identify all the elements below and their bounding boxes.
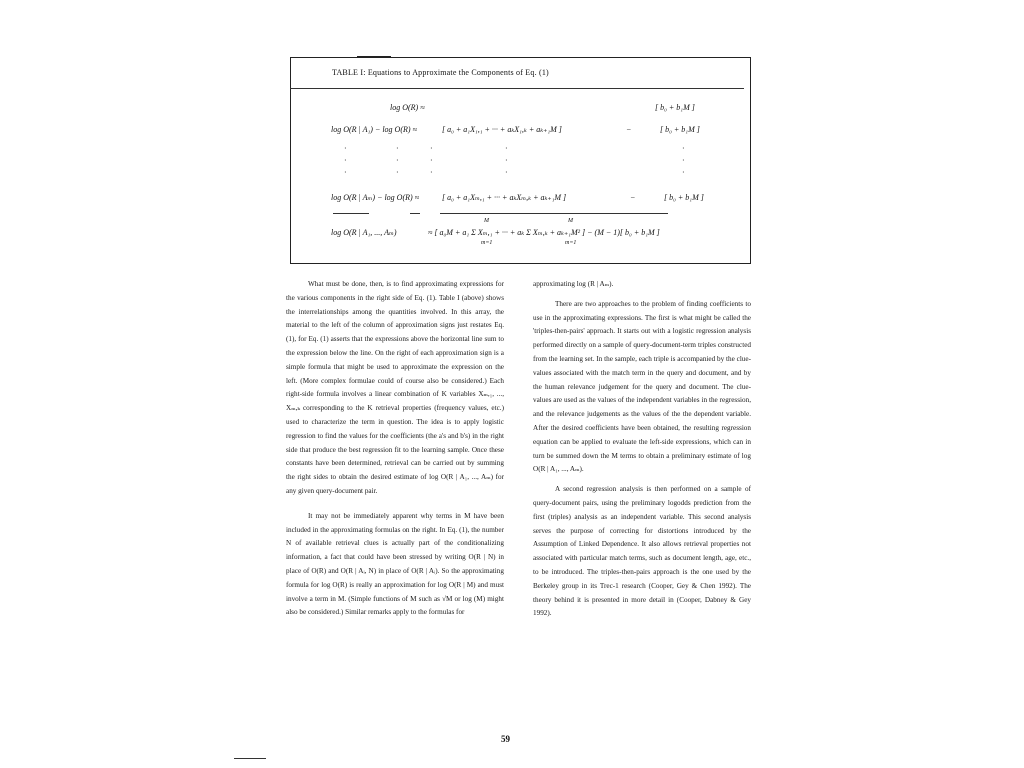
table-row-1-rhs: [ b₀ + b₁M ]: [660, 125, 700, 134]
sum-line-right: [440, 213, 668, 214]
table-row-2-rhs: [ b₀ + b₁M ]: [664, 193, 704, 202]
footer-mark: [234, 758, 266, 759]
sum-bottom-label: m=1: [481, 240, 493, 246]
table-row-2-op: −: [630, 193, 636, 202]
sum-bottom-label-2: m=1: [565, 240, 577, 246]
table-row-3-mid: ≈ [ a₀M + a₁ Σ Xₘ,₁ + ··· + aₖ Σ Xₘ,ₖ + aₖ₊₁M² ] − (M − 1)[ b₀ + b₁M ]: [428, 228, 660, 237]
table-row-1-mid: [ a₀ + a₁X₁,₁ + ··· + aₖX₁,ₖ + aₖ₊₁M ]: [442, 125, 562, 134]
sum-top-label: M: [484, 218, 489, 224]
ellipsis-dots-5: · · ·: [682, 144, 685, 177]
right-paragraph-2: A second regression analysis is then performed on a sample of query-document pairs, using the preliminary logodds prediction from the first (triples) analysis as an independent variable. This second analysis serves the purpose of correcting for distortions introduced by the Assumption of Linked Dependence. It also allows retrieval properties not associated with particular match terms, such as document length, age, etc., to be introduced. The triples-then-pairs approach is the one used by the Berkeley group in its Trec-1 research (Cooper, Gey & Chen 1992). The theory behind it is presented in more detail in (Cooper, Dabney & Gey 1992).: [533, 485, 751, 618]
table-row-2-mid: [ a₀ + a₁Xₘ,₁ + ··· + aₖXₘ,ₖ + aₖ₊₁M ]: [442, 193, 567, 202]
sum-line-left: [333, 213, 369, 214]
table-caption: TABLE I: Equations to Approximate the Components of Eq. (1): [332, 68, 549, 77]
ellipsis-dots-2: · · ·: [396, 144, 399, 177]
sum-line-mid: [410, 213, 420, 214]
table-row-0-rhs: [ b₀ + b₁M ]: [655, 103, 695, 112]
table-header-rule: [290, 88, 744, 89]
right-paragraph-1: There are two approaches to the problem of finding coefficients to use in the approximating expressions. The first is what might be called the 'triples-then-pairs' approach. It starts out with a logistic regression analysis performed directly on a sample of query-document-term triples constructed from the learning set. In the sample, each triple is accompanied by the clue-values associated with the match term in the query and document, and by the human relevance judgement for the query and document. The clue-values are used as the values of the independent variables in the regression, and the relevance judgements as the values of the the dependent variable. After the desired coefficients have been obtained, the resulting regression equation can be applied to evaluate the left-side expressions, which can in turn be summed down the M terms to obtain a preliminary estimate of log O(R | A₁, ..., Aₘ).: [533, 299, 751, 474]
table-row-0-lhs: log O(R) ≈: [390, 103, 425, 112]
table-row-2-lhs: log O(R | Aₘ) − log O(R) ≈: [331, 193, 420, 202]
ellipsis-dots-1: · · ·: [344, 144, 347, 177]
right-column: [533, 278, 751, 621]
left-paragraph-1: What must be done, then, is to find approximating expressions for the various components in the right side of Eq. (1). Table I (above) shows the interrelationships among the quantities involved. In this array, the material to the left of the column of approximation signs just restates Eq. (1), for Eq. (1) asserts that the expressions above the horizontal line sum to the expression below the line. On the right of each approximation sign is a simple formula that might be used to approximate the expression on the left. (More complex formulae could of course also be considered.) Each right-side formula involves a linear combination of K variables Xₘ,₁, ..., Xₘ,ₖ corresponding to the K retrieval properties (frequency values, etc.) used to characterize the term in question. The idea is to apply logistic regression to find the values for the coefficients (the a's and b's) in the right side that produce the best regression fit to the learning sample. Once these constants have been determined, retrieval can be carried out by summing the right sides to obtain the desired estimate of log O(R | A₁, ..., Aₘ) for any given query-document pair.: [286, 280, 504, 495]
sum-top-label-2: M: [568, 218, 573, 224]
table-row-1-op: −: [626, 125, 632, 134]
table-row-3-lhs: log O(R | A₁, ..., Aₘ): [331, 228, 397, 237]
page-number: 59: [501, 734, 510, 744]
ellipsis-dots-3: · · ·: [430, 144, 433, 177]
left-paragraph-2: It may not be immediately apparent why terms in M have been included in the approximating formulas on the right. In Eq. (1), the number N of available retrieval clues is actually part of the conditionalizing information, a fact that could have been stressed by writing O(R | N) in place of O(R) and O(R | Aᵢ, N) in place of O(R | Aᵢ). So the approximating formula for log O(R) is really an approximation for log O(R | M) and must involve a term in M. (Simple functions of M such as √M or log (M) might also be considered.) Similar remarks apply to the formulas for: [286, 511, 504, 617]
right-paragraph-0: approximating log (R | Aₘ).: [533, 280, 614, 288]
table-row-1-lhs: log O(R | A₁) − log O(R) ≈: [331, 125, 417, 134]
ellipsis-dots-4: · · ·: [505, 144, 508, 177]
left-column: [286, 278, 504, 620]
